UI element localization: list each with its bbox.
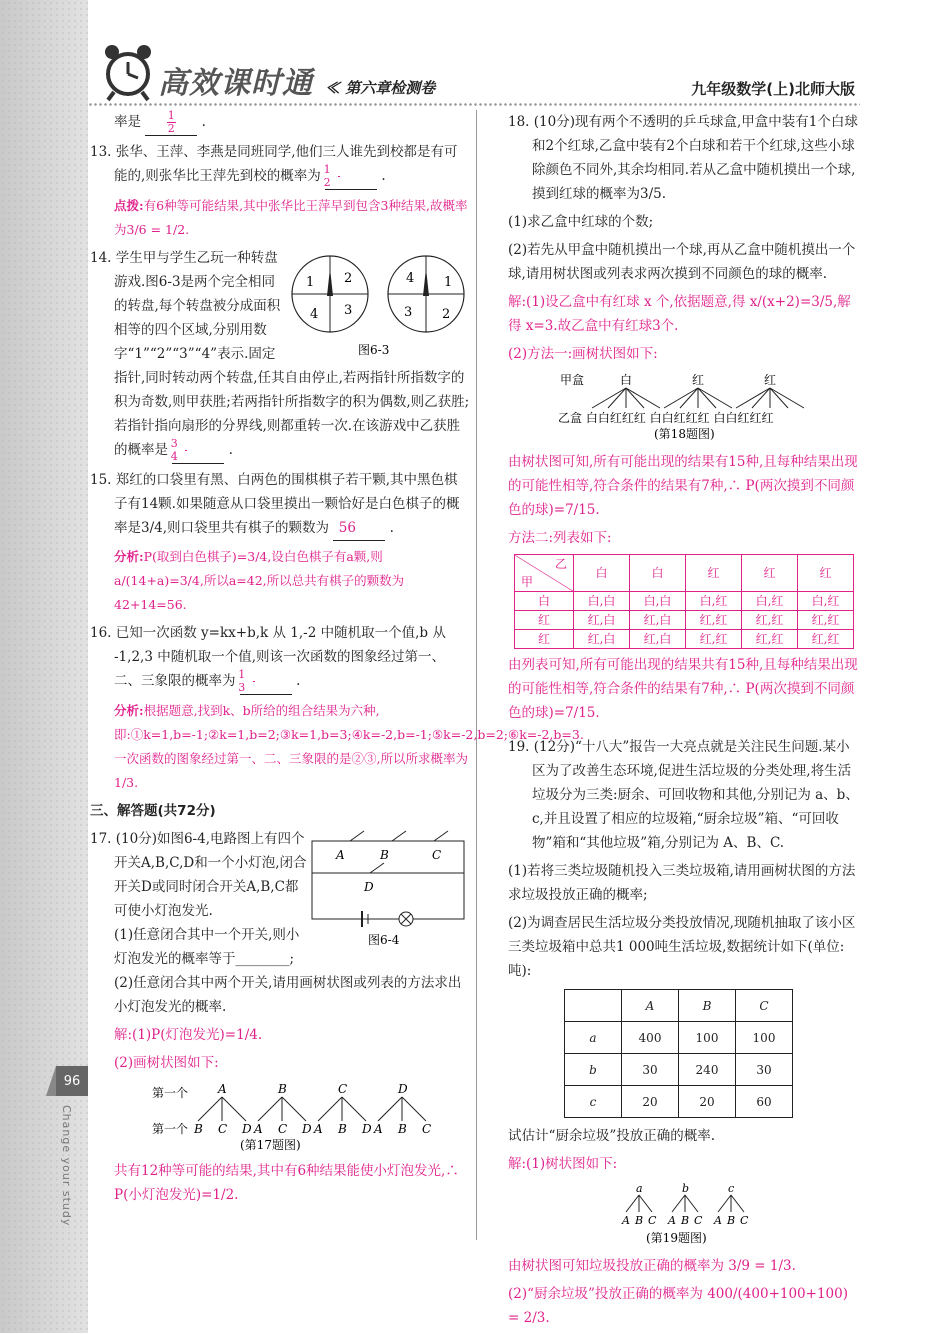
q17-sol1: 解:(1)P(灯泡发光)=1/4. <box>114 1027 263 1043</box>
q19-part3: 试估计“厨余垃圾”投放正确的概率. <box>508 1128 716 1144</box>
table18-corner-bottom: 甲 <box>521 575 534 589</box>
q13: 13. 张华、王萍、李燕是同班同学,他们三人谁先到校都是有可能的,则张华比王萍先到校的概率为 $\frac{1}{2}$ . <box>90 144 458 189</box>
q19-sol3: (2)“厨余垃圾”投放正确的概率为 400/(400+100+100) = 2/3. <box>508 1286 848 1326</box>
table19-cell: 100 <box>736 1022 793 1054</box>
q14-num: 3 <box>185 438 187 451</box>
svg-text:3: 3 <box>404 305 413 320</box>
table18-header-row <box>515 555 854 592</box>
table18-cell: 白,红 <box>798 592 854 611</box>
table19-cell: 100 <box>679 1022 736 1054</box>
svg-text:A: A <box>314 1122 323 1136</box>
svg-text:2: 2 <box>344 271 353 286</box>
q12-tail-text: 率是 <box>114 114 141 130</box>
q18-part1: (1)求乙盒中红球的个数; <box>508 214 654 230</box>
table18-row-header: 白 <box>515 592 574 611</box>
column-divider <box>476 110 477 1240</box>
table-row <box>565 1022 793 1054</box>
svg-text:A: A <box>714 1214 722 1227</box>
table-row <box>515 630 854 649</box>
svg-text:1: 1 <box>444 275 453 290</box>
left-sidebar <box>0 0 88 1333</box>
spinner-figure <box>286 250 470 360</box>
table18-cell: 白,白 <box>574 592 630 611</box>
q17-text: 17. (10分)如图6-4,电路图上有四个开关A,B,C,D和一个小灯泡,闭合开关D或同时闭合开关A,B,C都可使小灯泡发光. <box>90 831 307 919</box>
table18-cell: 红,白 <box>630 630 686 649</box>
q19-sol1: 解:(1)树状图如下: <box>508 1156 618 1172</box>
q13-tip-text: 有6种等可能结果,其中张华比王萍早到包含3种结果,故概率为 <box>114 198 468 237</box>
sidebar-pattern <box>0 0 88 1333</box>
table19-row-header: a <box>565 1022 622 1054</box>
q18-sol2: (2)方法一:画树状图如下: <box>508 346 658 362</box>
table-row <box>565 1054 793 1086</box>
svg-text:B: B <box>398 1122 407 1136</box>
svg-text:D: D <box>362 1122 372 1136</box>
svg-text:白: 白 <box>620 373 633 387</box>
svg-text:4: 4 <box>310 307 319 322</box>
table19-col: A <box>622 990 679 1022</box>
q14-den: 4 <box>170 450 178 463</box>
q15-answer: 56 <box>333 516 385 541</box>
svg-text:C: C <box>422 1122 432 1136</box>
svg-text:B: B <box>635 1214 644 1227</box>
svg-text:B: B <box>338 1122 347 1136</box>
spinner-left <box>292 256 368 332</box>
alarm-clock-icon <box>98 40 158 102</box>
svg-text:3: 3 <box>344 303 353 318</box>
table18-corner-top: 乙 <box>554 557 567 571</box>
table19-cell: 20 <box>622 1086 679 1118</box>
fig63-label: 图6-3 <box>358 343 390 357</box>
svg-text:甲盒: 甲盒 <box>560 373 585 387</box>
table18-corner <box>515 555 574 592</box>
table18-cell: 白,红 <box>686 592 742 611</box>
q13-text: 13. 张华、王萍、李燕是同班同学,他们三人谁先到校都是有可能的,则张华比王萍先到校的概率为 <box>90 144 458 184</box>
q13-den: 2 <box>323 176 331 189</box>
svg-text:红: 红 <box>692 373 705 387</box>
circuit-figure <box>310 829 470 949</box>
header <box>88 40 950 105</box>
table18-cell: 红,红 <box>798 630 854 649</box>
spinner-right <box>388 256 464 332</box>
svg-text:A: A <box>668 1214 676 1227</box>
svg-text:C: C <box>740 1214 749 1227</box>
q13-tip <box>90 194 470 242</box>
table-row <box>515 592 854 611</box>
svg-text:第一个: 第一个 <box>152 1122 189 1136</box>
q15-tip-label: 分析: <box>114 549 144 564</box>
tree18-caption: (第18题图) <box>654 427 715 441</box>
q16-den: 3 <box>238 681 246 694</box>
svg-text:a: a <box>636 1182 643 1195</box>
q16-answer <box>240 669 292 695</box>
svg-text:第一个: 第一个 <box>152 1086 189 1100</box>
table18-cell: 红,红 <box>686 630 742 649</box>
table18-col: 红 <box>742 555 798 592</box>
q13-num: 1 <box>338 164 340 177</box>
chapter-title: ≪ 第六章检测卷 <box>325 79 436 97</box>
svg-text:C: C <box>694 1214 703 1227</box>
brand-title: 高效课时通 <box>158 66 313 101</box>
table18-col: 白 <box>574 555 630 592</box>
svg-text:C: C <box>218 1122 228 1136</box>
svg-text:A: A <box>218 1082 227 1096</box>
q13-tip-label: 点拨: <box>114 198 144 213</box>
svg-text:D: D <box>302 1122 312 1136</box>
q16-num: 1 <box>253 669 255 682</box>
svg-text:2: 2 <box>442 307 451 322</box>
table-18 <box>514 554 854 649</box>
q15-tip <box>90 545 470 617</box>
table-row <box>515 611 854 630</box>
table18-cell: 红,白 <box>574 611 630 630</box>
section-3-heading: 三、解答题(共72分) <box>90 803 216 819</box>
table18-col: 白 <box>630 555 686 592</box>
svg-text:A: A <box>374 1122 383 1136</box>
q12-num: 1 <box>167 109 175 122</box>
svg-text:A: A <box>336 848 345 862</box>
q19-part1: (1)若将三类垃圾随机投入三类垃圾箱,请用画树状图的方法求垃圾投放正确的概率; <box>508 863 856 903</box>
q18-sol5: 由列表可知,所有可能出现的结果共有15种,且每种结果出现的可能性相等,符合条件的结果有7种,∴ P(两次摸到不同颜色的球)=7/15. <box>508 657 858 721</box>
grade-label: 九年级数学(上)北师大版 <box>691 80 855 98</box>
table18-cell: 红,红 <box>798 611 854 630</box>
table18-cell: 红,白 <box>630 611 686 630</box>
svg-text:C: C <box>432 848 442 862</box>
q15-tip-text: P(取到白色棋子)=3/4,设白色棋子有a颗,则 a/(14+a)=3/4,所以a=42,所以总共有棋子的颗数为42+14=56. <box>114 549 405 612</box>
q12-tail: 率是 $\frac{1}{2}$ . <box>114 109 206 135</box>
tree19-caption: (第19题图) <box>646 1231 707 1245</box>
table19-cell: 30 <box>622 1054 679 1086</box>
q14-block <box>90 246 470 464</box>
table19-col: B <box>679 990 736 1022</box>
svg-text:乙盒 白白红红红 白白红红红 白白红红红: 乙盒 白白红红红 白白红红红 白白红红红 <box>558 411 774 425</box>
table18-col: 红 <box>798 555 854 592</box>
q15: 15. 郑红的口袋里有黑、白两色的围棋棋子若干颗,其中黑色棋子有14颗.如果随意从口袋里摸出一颗恰好是白色棋子的概率是3/4,则口袋里共有棋子的颗数为 56 . <box>90 468 470 541</box>
svg-text:B: B <box>727 1214 736 1227</box>
table19-cell: 240 <box>679 1054 736 1086</box>
table19-cell: 400 <box>622 1022 679 1054</box>
table19-row-header: c <box>565 1086 622 1118</box>
table19-cell: 20 <box>679 1086 736 1118</box>
svg-text:B: B <box>681 1214 690 1227</box>
q18-sol3: 由树状图可知,所有可能出现的结果有15种,且每种结果出现的可能性相等,符合条件的结果有7种,∴ P(两次摸到不同颜色的球)=7/15. <box>508 454 858 518</box>
q16-text: 16. 已知一次函数 y=kx+b,k 从 1,-2 中随机取一个值,b 从 -1,2,3 中随机取一个值,则该一次函数的图象经过第一、二、三象限的概率为 <box>90 625 446 689</box>
table18-row-header: 红 <box>515 611 574 630</box>
tree-diagram-18 <box>508 370 863 442</box>
q19-sol2: 由树状图可知垃圾投放正确的概率为 3/9 = 1/3. <box>508 1258 796 1274</box>
table18-cell: 白,红 <box>742 592 798 611</box>
q12-answer <box>145 110 197 136</box>
tree-diagram-17 <box>90 1079 470 1151</box>
table18-row-header: 红 <box>515 630 574 649</box>
svg-text:B: B <box>278 1082 287 1096</box>
svg-text:B: B <box>194 1122 203 1136</box>
tree17-caption: (第17题图) <box>240 1138 301 1151</box>
header-dotted-rule <box>88 102 860 108</box>
q17-sol2: (2)画树状图如下: <box>114 1055 219 1071</box>
q19: 19. (12分)“十八大”报告一大亮点就是关注民生问题.某小区为了改善生态环境,促进生活垃圾的分类处理,将生活垃圾分为三类:厨余、可回收物和其他,分别记为 a、b、c,并且设置了相应的垃圾箱,“厨余垃圾”箱、“可回收物”箱和“其他垃圾”箱,分别记为 A、B、C. <box>508 739 859 851</box>
page-number: 96 <box>56 1066 88 1096</box>
q13-answer <box>325 164 377 190</box>
table18-cell: 红,红 <box>742 630 798 649</box>
q17-block <box>90 827 470 1019</box>
q18: 18. (10分)现有两个不透明的乒乓球盒,甲盒中装有1个白球和2个红球,乙盒中装有2个白球和若干个红球,这些小球除颜色不同外,其余均相同.若从乙盒中随机摸出一个球,摸到红球的概率为3/5. <box>508 114 858 202</box>
fig64-label: 图6-4 <box>368 933 400 947</box>
slogan: Change your study <box>60 1105 73 1227</box>
svg-text:D: D <box>242 1122 252 1136</box>
svg-text:4: 4 <box>406 271 415 286</box>
table19-header-row <box>565 990 793 1022</box>
svg-text:C: C <box>648 1214 657 1227</box>
q18-sol1: 解:(1)设乙盒中有红球 x 个,依据题意,得 x/(x+2)=3/5,解得 x=3.故乙盒中有红球3个. <box>508 294 851 334</box>
q19-part2: (2)为调查居民生活垃圾分类投放情况,现随机抽取了该小区三类垃圾箱中总共1 000吨生活垃圾,数据统计如下(单位:吨): <box>508 915 856 979</box>
table19-corner <box>565 990 622 1022</box>
svg-text:D: D <box>364 880 374 894</box>
q17-part1: (1)任意闭合其中一个开关,则小灯泡发光的概率等于________; <box>114 927 300 967</box>
q15-text: 15. 郑红的口袋里有黑、白两色的围棋棋子若干颗,其中黑色棋子有14颗.如果随意从口袋里摸出一颗恰好是白色棋子的概率是3/4,则口袋里共有棋子的颗数为 <box>90 472 460 536</box>
q16-tip-text: 根据题意,找到k、b所给的组合结果为六种,即:①k=1,b=-1;②k=1,b=2;③k=1,b=3;④k=-2,b=-1;⑤k=-2,b=2;⑥k=-2,b=3.一次函数的图象经过第一、二、三象限的是②③,所以所求概率为1/3. <box>114 703 584 790</box>
q17-sol3: 共有12种等可能的结果,其中有6种结果能使小灯泡发光,∴ P(小灯泡发光)=1/2. <box>114 1163 459 1203</box>
q16: 16. 已知一次函数 y=kx+b,k 从 1,-2 中随机取一个值,b 从 -1,2,3 中随机取一个值,则该一次函数的图象经过第一、二、三象限的概率为 $\frac{1}{3}$ . <box>90 625 446 694</box>
q16-tip <box>90 699 584 795</box>
svg-text:C: C <box>338 1082 348 1096</box>
q16-tip-label: 分析: <box>114 703 144 718</box>
table18-cell: 白,白 <box>630 592 686 611</box>
svg-text:D: D <box>398 1082 408 1096</box>
svg-text:c: c <box>728 1182 735 1195</box>
svg-text:C: C <box>278 1122 288 1136</box>
table-row <box>565 1086 793 1118</box>
q18-part2: (2)若先从甲盒中随机摸出一个球,再从乙盒中随机摸出一个球,请用树状图或列表求两次摸到不同颜色的球的概率. <box>508 242 856 282</box>
q14-answer <box>172 438 224 464</box>
table-19 <box>564 989 793 1118</box>
table19-cell: 60 <box>736 1086 793 1118</box>
q12-den: 2 <box>167 122 175 135</box>
table18-cell: 红,红 <box>742 611 798 630</box>
table18-cell: 红,红 <box>686 611 742 630</box>
svg-text:1: 1 <box>306 275 315 290</box>
right-column <box>508 110 863 1334</box>
svg-text:b: b <box>682 1182 690 1195</box>
table18-col: 红 <box>686 555 742 592</box>
q14: 14. 学生甲与学生乙玩一种转盘游戏.图6-3是两个完全相同的转盘,每个转盘被分成面积相等的四个区域,分别用数字“1”“2”“3”“4”表示.固定指针,同时转动两个转盘,任其自由停止,若两指针所指数字的积为奇数,则甲获胜;若两指针所指数字的积为偶数,则乙获胜;若指针指向扇形的分界线,则都重转一次.在该游戏中乙获胜的概率是 $\frac{3}{4}$ . <box>90 246 470 464</box>
svg-text:A: A <box>622 1214 630 1227</box>
table18-cell: 红,白 <box>574 630 630 649</box>
table19-col: C <box>736 990 793 1022</box>
table19-cell: 30 <box>736 1054 793 1086</box>
tree-diagram-19 <box>508 1180 863 1246</box>
svg-text:A: A <box>254 1122 263 1136</box>
svg-text:B: B <box>380 848 389 862</box>
svg-text:红: 红 <box>764 373 777 387</box>
q18-sol4: 方法二:列表如下: <box>508 530 612 546</box>
q17-part2: (2)任意闭合其中两个开关,请用画树状图或列表的方法求出小灯泡发光的概率. <box>114 975 462 1015</box>
q14-text: 14. 学生甲与学生乙玩一种转盘游戏.图6-3是两个完全相同的转盘,每个转盘被分成面积相等的四个区域,分别用数字“1”“2”“3”“4”表示.固定指针,同时转动两个转盘,任其自由停止,若两指针所指数字的积为奇数,则甲获胜;若两指针所指数字的积为偶数,则乙获胜;若指针指向扇形的分界线,则都重转一次.在该游戏中乙获胜的概率是 <box>90 250 470 458</box>
table19-row-header: b <box>565 1054 622 1086</box>
q13-tip-eq: 3/6 = 1/2. <box>126 222 190 237</box>
